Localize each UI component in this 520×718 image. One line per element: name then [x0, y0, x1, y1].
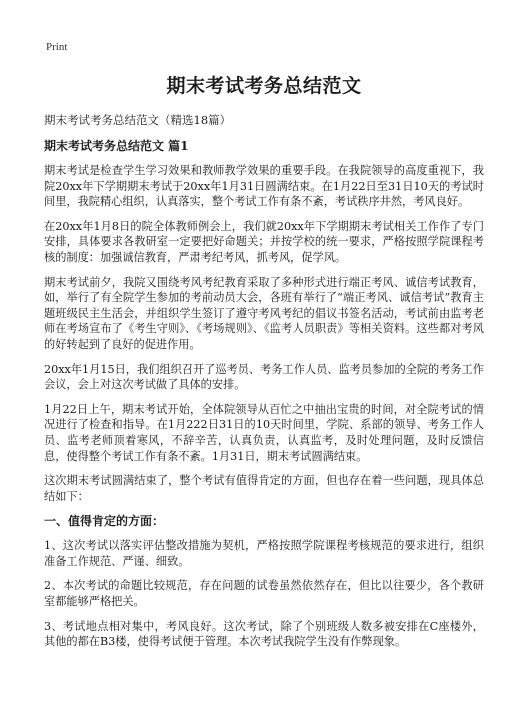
positive-item-2: 2、本次考试的命题比较规范，存在问题的试卷虽然依然存在，但比以往要少，各个教研室都能够严格把关。: [44, 579, 484, 609]
positive-item-1: 1、这次考试以落实评估整改措施为契机，严格按照学院课程考核规范的要求进行，组织准备工作规范、严谨、细致。: [44, 539, 484, 568]
paragraph-1: 期末考试是检查学生学习效果和教师教学效果的重要手段。在我院领导的高度重视下，我院20xx年下学期期末考试于20xx年1月31日圆满结束。在1月22日至31日10天的考试时间里，我院精心组织，认真落实，整个考试工作有条不紊，考试秩序井然，考风良好。: [44, 164, 484, 209]
page-title: 期末考试考务总结范文: [166, 75, 362, 97]
positive-item-3: 3、考试地点相对集中，考风良好。这次考试，除了个别班级人数多被安排在C座楼外，其他的都在B3楼，使得考试便于管理。本次考试我院学生没有作弊现象。: [44, 619, 484, 649]
paragraph-6: 这次期末考试圆满结束了，整个考试有值得肯定的方面，但也存在着一些问题，现具体总结如下：: [44, 474, 484, 503]
paragraph-4: 20xx年1月15日，我们组织召开了巡考员、考务工作人员、监考员参加的全院的考务工作会议，会上对这次考试做了具体的安排。: [44, 362, 484, 392]
print-label: Print: [46, 41, 68, 53]
document-subtitle: 期末考试考务总结范文（精选18篇）: [44, 113, 232, 127]
positive-aspects-heading: 一、值得肯定的方面：: [44, 514, 165, 529]
paragraph-5: 1月22日上午，期末考试开始，全体院领导从百忙之中抽出宝贵的时间，对全院考试的情况进行了检查和指导。在1月222日31日的10天时间里，学院、系部的领导、考务工作人员、监考老师顶着寒风，不辞辛苦，认真负责，认真监考，及时处理问题，及时反馈信息，使得整个考试工作有条不紊。1月31日，期末考试圆满结束。: [44, 402, 484, 463]
paragraph-2: 在20xx年1月8日的院全体教师例会上，我们就20xx年下学期期末考试相关工作作了专门安排，具体要求各教研室一定要把好命题关；并按学校的统一要求，严格按照学院课程考核的制度：加强诚信教育，严肃考纪考风，抓考风，促学风。: [44, 219, 484, 264]
paragraph-3: 期末考试前夕，我院又围绕考风考纪教育采取了多种形式进行端正考风、诚信考试教育，如，举行了有全院学生参加的考前动员大会，各班有举行了“端正考风、诚信考试”教育主题班级民主生活会，并组织学生签订了遵守考风考纪的倡议书签名活动，考试前由监考老师在考场宣布了《考生守则》、《考场规则》、《监考人员职责》等相关资料。这些都对考风的好转起到了良好的促进作用。: [44, 275, 484, 351]
section-heading: 期末考试考务总结范文 篇1: [44, 139, 189, 153]
